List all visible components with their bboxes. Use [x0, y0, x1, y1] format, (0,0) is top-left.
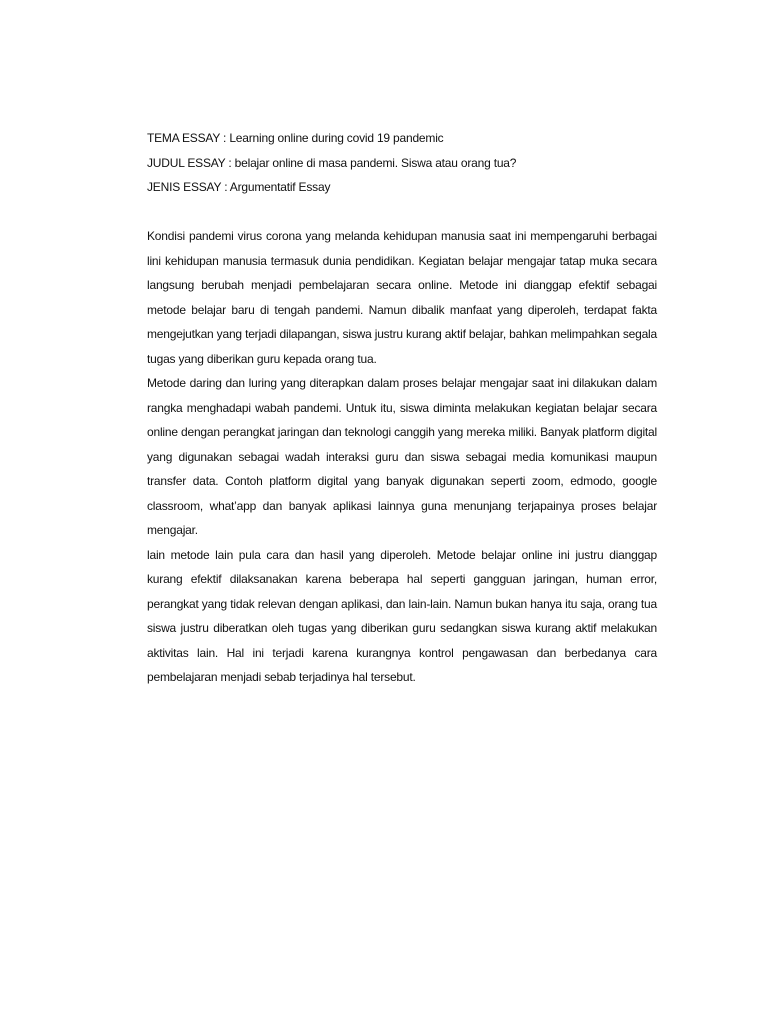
essay-type: JENIS ESSAY : Argumentatif Essay	[147, 180, 331, 194]
essay-content	[147, 126, 657, 690]
paragraph-1: Kondisi pandemi virus corona yang melanda kehidupan manusia saat ini mempengaruhi berbagai lini kehidupan manusia termasuk dunia pendidikan. Kegiatan belajar mengajar tatap muka secara langsung berubah menjadi pembelajaran secara online. Metode ini dianggap efektif sebagai metode belajar baru di tengah pandemi. Namun dibalik manfaat yang diperoleh, terdapat fakta mengejutkan yang terjadi dilapangan, siswa justru kurang aktif belajar, bahkan melimpahkan segala tugas yang diberikan guru kepada orang tua.	[147, 229, 657, 366]
essay-title: JUDUL ESSAY : belajar online di masa pandemi. Siswa atau orang tua?	[147, 155, 517, 170]
paragraph-3: lain metode lain pula cara dan hasil yang diperoleh. Metode belajar online ini justru dianggap kurang efektif dilaksanakan karena beberapa hal seperti gangguan jaringan, human error, perangkat yang tidak relevan dengan aplikasi, dan lain-lain. Namun bukan hanya itu saja, orang tua siswa justru diberatkan oleh tugas yang diberikan guru sedangkan siswa kurang aktif melakukan aktivitas lain. Hal ini terjadi karena kurangnya kontrol pengawasan dan berbedanya cara pembelajaran menjadi sebab terjadinya hal tersebut.	[147, 547, 657, 684]
paragraph-2: Metode daring dan luring yang diterapkan dalam proses belajar mengajar saat ini dilakukan dalam rangka menghadapi wabah pandemi. Untuk itu, siswa diminta melakukan kegiatan belajar secara online dengan perangkat jaringan dan teknologi canggih yang mereka miliki. Banyak platform digital yang digunakan sebagai wadah interaksi guru dan siswa sebagai media komunikasi maupun transfer data. Contoh platform digital yang banyak digunakan seperti zoom, edmodo, google classroom, what’app dan banyak aplikasi lainnya guna menunjang terjapainya proses belajar mengajar.	[147, 376, 657, 537]
essay-theme: TEMA ESSAY : Learning online during covid 19 pandemic	[147, 131, 444, 145]
spacer	[147, 200, 657, 225]
